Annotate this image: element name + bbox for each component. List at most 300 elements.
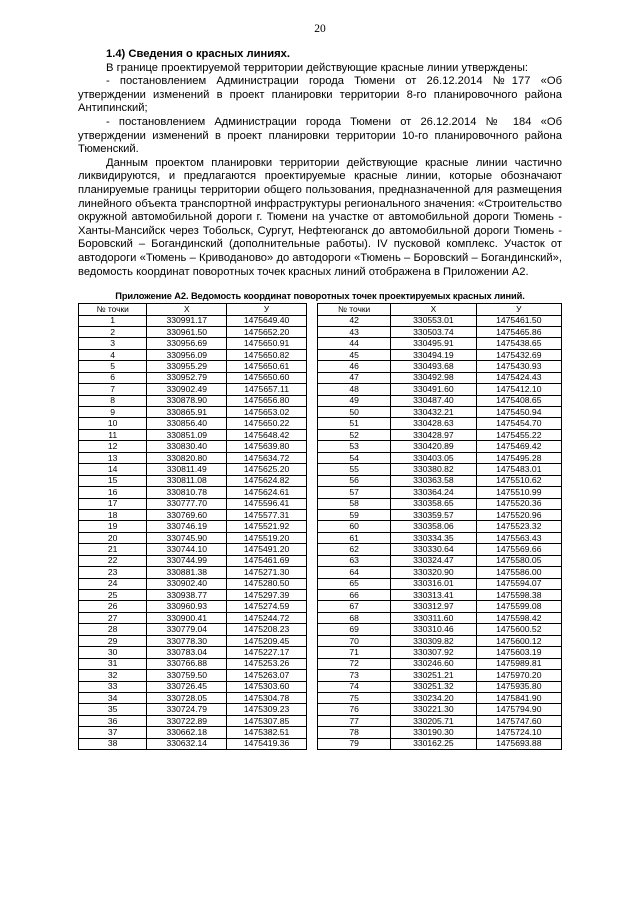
cell-y: 1475624.82 xyxy=(227,475,307,486)
cell-point-number: 23 xyxy=(79,567,147,578)
table-row xyxy=(79,647,307,658)
table-row xyxy=(318,326,562,337)
table-row xyxy=(79,612,307,623)
table-row xyxy=(79,624,307,635)
cell-x: 330553.01 xyxy=(391,315,476,326)
table-row xyxy=(79,555,307,566)
table-row xyxy=(79,498,307,509)
cell-x: 330403.05 xyxy=(391,452,476,463)
table-row xyxy=(79,441,307,452)
table-row xyxy=(318,635,562,646)
cell-point-number: 60 xyxy=(318,521,391,532)
cell-point-number: 75 xyxy=(318,692,391,703)
column-header-x: X xyxy=(147,304,227,315)
cell-x: 330495.91 xyxy=(391,338,476,349)
cell-x: 330783.04 xyxy=(147,647,227,658)
cell-point-number: 73 xyxy=(318,670,391,681)
cell-x: 330359.57 xyxy=(391,509,476,520)
cell-point-number: 71 xyxy=(318,647,391,658)
cell-y: 1475469.42 xyxy=(476,441,561,452)
cell-y: 1475253.26 xyxy=(227,658,307,669)
cell-x: 330632.14 xyxy=(147,738,227,749)
cell-point-number: 63 xyxy=(318,555,391,566)
table-row xyxy=(79,704,307,715)
cell-y: 1475303.60 xyxy=(227,681,307,692)
cell-y: 1475519.20 xyxy=(227,532,307,543)
cell-x: 330493.68 xyxy=(391,361,476,372)
cell-y: 1475594.07 xyxy=(476,578,561,589)
table-row xyxy=(318,315,562,326)
cell-point-number: 44 xyxy=(318,338,391,349)
table-row xyxy=(79,407,307,418)
coordinates-table-left xyxy=(78,303,307,750)
cell-point-number: 78 xyxy=(318,727,391,738)
table-row xyxy=(318,544,562,555)
cell-x: 330779.04 xyxy=(147,624,227,635)
cell-point-number: 3 xyxy=(79,338,147,349)
cell-y: 1475650.82 xyxy=(227,349,307,360)
cell-y: 1475495.28 xyxy=(476,452,561,463)
cell-x: 330766.88 xyxy=(147,658,227,669)
cell-x: 330956.69 xyxy=(147,338,227,349)
cell-x: 330358.06 xyxy=(391,521,476,532)
cell-point-number: 79 xyxy=(318,738,391,749)
cell-y: 1475412.10 xyxy=(476,384,561,395)
table-row xyxy=(318,441,562,452)
cell-point-number: 53 xyxy=(318,441,391,452)
cell-x: 330428.63 xyxy=(391,418,476,429)
table-row xyxy=(79,315,307,326)
cell-point-number: 35 xyxy=(79,704,147,715)
cell-x: 330380.82 xyxy=(391,464,476,475)
cell-y: 1475424.43 xyxy=(476,372,561,383)
table-row xyxy=(318,555,562,566)
cell-point-number: 62 xyxy=(318,544,391,555)
table-row xyxy=(79,326,307,337)
cell-y: 1475208.23 xyxy=(227,624,307,635)
cell-x: 330902.40 xyxy=(147,578,227,589)
table-row xyxy=(79,384,307,395)
cell-y: 1475461.69 xyxy=(227,555,307,566)
table-row xyxy=(318,727,562,738)
cell-point-number: 54 xyxy=(318,452,391,463)
cell-point-number: 15 xyxy=(79,475,147,486)
cell-point-number: 22 xyxy=(79,555,147,566)
cell-y: 1475408.65 xyxy=(476,395,561,406)
cell-x: 330810.78 xyxy=(147,487,227,498)
cell-y: 1475454.70 xyxy=(476,418,561,429)
table-row xyxy=(318,658,562,669)
table-row xyxy=(79,670,307,681)
cell-x: 330759.50 xyxy=(147,670,227,681)
cell-y: 1475432.69 xyxy=(476,349,561,360)
table-row xyxy=(318,612,562,623)
cell-y: 1475747.60 xyxy=(476,715,561,726)
cell-x: 330811.08 xyxy=(147,475,227,486)
cell-x: 330881.38 xyxy=(147,567,227,578)
cell-x: 330878.90 xyxy=(147,395,227,406)
table-row xyxy=(318,349,562,360)
table-row xyxy=(318,624,562,635)
cell-y: 1475989.81 xyxy=(476,658,561,669)
cell-y: 1475577.31 xyxy=(227,509,307,520)
cell-x: 330728.05 xyxy=(147,692,227,703)
cell-point-number: 55 xyxy=(318,464,391,475)
column-header-y: У xyxy=(227,304,307,315)
cell-point-number: 16 xyxy=(79,487,147,498)
cell-point-number: 58 xyxy=(318,498,391,509)
column-header-point-number: № точки xyxy=(79,304,147,315)
cell-x: 330902.49 xyxy=(147,384,227,395)
table-row xyxy=(79,338,307,349)
cell-x: 330851.09 xyxy=(147,429,227,440)
cell-x: 330777.70 xyxy=(147,498,227,509)
cell-y: 1475794.90 xyxy=(476,704,561,715)
cell-point-number: 21 xyxy=(79,544,147,555)
table-row xyxy=(79,727,307,738)
table-row xyxy=(79,521,307,532)
cell-x: 330952.79 xyxy=(147,372,227,383)
page-number: 20 xyxy=(314,23,326,35)
cell-x: 330205.71 xyxy=(391,715,476,726)
cell-point-number: 49 xyxy=(318,395,391,406)
cell-point-number: 56 xyxy=(318,475,391,486)
table-row xyxy=(79,681,307,692)
cell-point-number: 11 xyxy=(79,429,147,440)
cell-point-number: 27 xyxy=(79,612,147,623)
cell-point-number: 70 xyxy=(318,635,391,646)
cell-point-number: 72 xyxy=(318,658,391,669)
table-row xyxy=(79,464,307,475)
cell-y: 1475598.38 xyxy=(476,590,561,601)
cell-point-number: 37 xyxy=(79,727,147,738)
cell-y: 1475430.93 xyxy=(476,361,561,372)
cell-point-number: 45 xyxy=(318,349,391,360)
cell-x: 330221.30 xyxy=(391,704,476,715)
cell-x: 330991.17 xyxy=(147,315,227,326)
cell-point-number: 43 xyxy=(318,326,391,337)
cell-x: 330745.90 xyxy=(147,532,227,543)
cell-y: 1475510.99 xyxy=(476,487,561,498)
table-row xyxy=(318,590,562,601)
paragraph-decree-184: - постановлением Администрации города Тюмени от 26.12.2014 № 184 «Об утверждении изменений в проект планировки территории 10-го планировочного района Тюменский. xyxy=(78,115,562,156)
cell-point-number: 76 xyxy=(318,704,391,715)
cell-x: 330234.20 xyxy=(391,692,476,703)
cell-x: 330722.89 xyxy=(147,715,227,726)
table-row xyxy=(318,704,562,715)
cell-point-number: 26 xyxy=(79,601,147,612)
table-row xyxy=(79,544,307,555)
paragraph-intro: В границе проектируемой территории действующие красные линии утверждены: xyxy=(106,61,529,74)
table-row xyxy=(318,487,562,498)
cell-y: 1475935.80 xyxy=(476,681,561,692)
cell-y: 1475624.61 xyxy=(227,487,307,498)
cell-point-number: 1 xyxy=(79,315,147,326)
cell-y: 1475600.52 xyxy=(476,624,561,635)
cell-point-number: 30 xyxy=(79,647,147,658)
table-row xyxy=(79,361,307,372)
cell-y: 1475483.01 xyxy=(476,464,561,475)
cell-y: 1475521.92 xyxy=(227,521,307,532)
cell-point-number: 24 xyxy=(79,578,147,589)
cell-x: 330726.45 xyxy=(147,681,227,692)
cell-point-number: 74 xyxy=(318,681,391,692)
cell-x: 330312.97 xyxy=(391,601,476,612)
table-row xyxy=(79,601,307,612)
cell-x: 330494.19 xyxy=(391,349,476,360)
coordinate-tables-container xyxy=(78,303,562,750)
cell-point-number: 31 xyxy=(79,658,147,669)
cell-x: 330830.40 xyxy=(147,441,227,452)
cell-y: 1475596.41 xyxy=(227,498,307,509)
cell-y: 1475309.23 xyxy=(227,704,307,715)
cell-point-number: 7 xyxy=(79,384,147,395)
table-row xyxy=(318,429,562,440)
cell-point-number: 38 xyxy=(79,738,147,749)
cell-x: 330316.01 xyxy=(391,578,476,589)
cell-point-number: 57 xyxy=(318,487,391,498)
cell-y: 1475580.05 xyxy=(476,555,561,566)
table-row xyxy=(318,338,562,349)
cell-y: 1475563.43 xyxy=(476,532,561,543)
table-row xyxy=(79,475,307,486)
table-row xyxy=(79,349,307,360)
cell-point-number: 18 xyxy=(79,509,147,520)
column-header-point-number: № точки xyxy=(318,304,391,315)
cell-point-number: 13 xyxy=(79,452,147,463)
cell-x: 330311.60 xyxy=(391,612,476,623)
cell-y: 1475465.86 xyxy=(476,326,561,337)
cell-y: 1475650.91 xyxy=(227,338,307,349)
cell-y: 1475625.20 xyxy=(227,464,307,475)
table-row xyxy=(318,715,562,726)
table-row xyxy=(318,738,562,749)
table-row xyxy=(318,670,562,681)
cell-point-number: 51 xyxy=(318,418,391,429)
cell-x: 330492.98 xyxy=(391,372,476,383)
cell-point-number: 47 xyxy=(318,372,391,383)
cell-point-number: 66 xyxy=(318,590,391,601)
cell-point-number: 59 xyxy=(318,509,391,520)
table-row xyxy=(318,692,562,703)
cell-x: 330330.64 xyxy=(391,544,476,555)
cell-x: 330662.18 xyxy=(147,727,227,738)
table-header-row xyxy=(318,304,562,315)
cell-point-number: 6 xyxy=(79,372,147,383)
table-row xyxy=(318,407,562,418)
cell-x: 330744.10 xyxy=(147,544,227,555)
cell-x: 330769.60 xyxy=(147,509,227,520)
cell-point-number: 2 xyxy=(79,326,147,337)
cell-point-number: 19 xyxy=(79,521,147,532)
cell-x: 330358.65 xyxy=(391,498,476,509)
table-row xyxy=(79,738,307,749)
cell-y: 1475280.50 xyxy=(227,578,307,589)
paragraph-decree-177: - постановлением Администрации города Тюмени от 26.12.2014 №177 «Об утверждении изменений в проект планировки территории 8-го планировочного района Антипинский; xyxy=(78,75,562,115)
table-row xyxy=(318,498,562,509)
cell-point-number: 32 xyxy=(79,670,147,681)
table-body-right xyxy=(318,315,562,750)
table-row xyxy=(318,384,562,395)
cell-x: 330961.50 xyxy=(147,326,227,337)
cell-point-number: 34 xyxy=(79,692,147,703)
table-row xyxy=(79,395,307,406)
cell-x: 330744.99 xyxy=(147,555,227,566)
cell-x: 330491.60 xyxy=(391,384,476,395)
cell-x: 330778.30 xyxy=(147,635,227,646)
table-row xyxy=(318,647,562,658)
table-row xyxy=(79,509,307,520)
cell-y: 1475520.36 xyxy=(476,498,561,509)
cell-y: 1475656.80 xyxy=(227,395,307,406)
table-row xyxy=(79,487,307,498)
cell-point-number: 42 xyxy=(318,315,391,326)
column-header-y: У xyxy=(476,304,561,315)
cell-x: 330324.47 xyxy=(391,555,476,566)
cell-x: 330190.30 xyxy=(391,727,476,738)
column-header-x: X xyxy=(391,304,476,315)
cell-point-number: 14 xyxy=(79,464,147,475)
body-text-block xyxy=(78,48,562,279)
cell-point-number: 69 xyxy=(318,624,391,635)
cell-y: 1475274.59 xyxy=(227,601,307,612)
cell-x: 330956.09 xyxy=(147,349,227,360)
cell-x: 330938.77 xyxy=(147,590,227,601)
cell-y: 1475382.51 xyxy=(227,727,307,738)
table-row xyxy=(79,590,307,601)
table-row xyxy=(318,372,562,383)
cell-y: 1475652.20 xyxy=(227,326,307,337)
cell-x: 330960.93 xyxy=(147,601,227,612)
cell-y: 1475648.42 xyxy=(227,429,307,440)
cell-y: 1475271.30 xyxy=(227,567,307,578)
cell-y: 1475450.94 xyxy=(476,407,561,418)
cell-x: 330162.25 xyxy=(391,738,476,749)
cell-x: 330310.46 xyxy=(391,624,476,635)
cell-x: 330503.74 xyxy=(391,326,476,337)
table-row xyxy=(318,475,562,486)
cell-y: 1475639.80 xyxy=(227,441,307,452)
cell-point-number: 77 xyxy=(318,715,391,726)
table-row xyxy=(318,521,562,532)
cell-y: 1475304.78 xyxy=(227,692,307,703)
cell-y: 1475634.72 xyxy=(227,452,307,463)
cell-x: 330856.40 xyxy=(147,418,227,429)
table-row xyxy=(79,692,307,703)
table-row xyxy=(318,532,562,543)
table-row xyxy=(318,681,562,692)
table-row xyxy=(79,532,307,543)
cell-y: 1475438.65 xyxy=(476,338,561,349)
cell-y: 1475650.60 xyxy=(227,372,307,383)
table-row xyxy=(79,658,307,669)
cell-y: 1475650.22 xyxy=(227,418,307,429)
cell-x: 330955.29 xyxy=(147,361,227,372)
cell-point-number: 5 xyxy=(79,361,147,372)
table-row xyxy=(318,361,562,372)
table-row xyxy=(79,715,307,726)
cell-x: 330246.60 xyxy=(391,658,476,669)
cell-y: 1475657.11 xyxy=(227,384,307,395)
cell-x: 330820.80 xyxy=(147,452,227,463)
table-caption: Приложение А2. Ведомость координат поворотных точек проектируемых красных линий. xyxy=(115,291,525,302)
cell-y: 1475523.32 xyxy=(476,521,561,532)
cell-point-number: 9 xyxy=(79,407,147,418)
cell-y: 1475599.08 xyxy=(476,601,561,612)
cell-y: 1475569.66 xyxy=(476,544,561,555)
cell-x: 330363.58 xyxy=(391,475,476,486)
cell-y: 1475598.42 xyxy=(476,612,561,623)
cell-point-number: 8 xyxy=(79,395,147,406)
table-row xyxy=(318,464,562,475)
cell-x: 330420.89 xyxy=(391,441,476,452)
table-row xyxy=(79,578,307,589)
cell-y: 1475603.19 xyxy=(476,647,561,658)
section-heading: 1.4) Сведения о красных линиях. xyxy=(106,48,290,60)
cell-point-number: 12 xyxy=(79,441,147,452)
table-row xyxy=(318,418,562,429)
cell-x: 330251.21 xyxy=(391,670,476,681)
cell-x: 330487.40 xyxy=(391,395,476,406)
table-row xyxy=(79,635,307,646)
cell-y: 1475297.39 xyxy=(227,590,307,601)
cell-x: 330334.35 xyxy=(391,532,476,543)
cell-y: 1475263.07 xyxy=(227,670,307,681)
cell-x: 330724.79 xyxy=(147,704,227,715)
cell-point-number: 48 xyxy=(318,384,391,395)
cell-x: 330307.92 xyxy=(391,647,476,658)
cell-y: 1475461.50 xyxy=(476,315,561,326)
cell-point-number: 67 xyxy=(318,601,391,612)
cell-y: 1475841.90 xyxy=(476,692,561,703)
cell-y: 1475970.20 xyxy=(476,670,561,681)
cell-point-number: 10 xyxy=(79,418,147,429)
cell-point-number: 28 xyxy=(79,624,147,635)
cell-point-number: 68 xyxy=(318,612,391,623)
table-row xyxy=(79,418,307,429)
cell-y: 1475455.22 xyxy=(476,429,561,440)
cell-point-number: 50 xyxy=(318,407,391,418)
cell-point-number: 61 xyxy=(318,532,391,543)
table-row xyxy=(318,578,562,589)
cell-y: 1475419.36 xyxy=(227,738,307,749)
coordinates-table-right xyxy=(317,303,562,750)
cell-point-number: 25 xyxy=(79,590,147,601)
cell-x: 330309.82 xyxy=(391,635,476,646)
cell-y: 1475244.72 xyxy=(227,612,307,623)
cell-y: 1475520.96 xyxy=(476,509,561,520)
cell-x: 330432.21 xyxy=(391,407,476,418)
cell-point-number: 36 xyxy=(79,715,147,726)
cell-point-number: 17 xyxy=(79,498,147,509)
cell-y: 1475600.12 xyxy=(476,635,561,646)
cell-y: 1475724.10 xyxy=(476,727,561,738)
table-row xyxy=(79,452,307,463)
cell-x: 330746.19 xyxy=(147,521,227,532)
cell-x: 330865.91 xyxy=(147,407,227,418)
cell-y: 1475209.45 xyxy=(227,635,307,646)
cell-y: 1475227.17 xyxy=(227,647,307,658)
cell-point-number: 20 xyxy=(79,532,147,543)
cell-y: 1475491.20 xyxy=(227,544,307,555)
cell-point-number: 33 xyxy=(79,681,147,692)
cell-x: 330811.49 xyxy=(147,464,227,475)
cell-point-number: 4 xyxy=(79,349,147,360)
cell-point-number: 29 xyxy=(79,635,147,646)
table-header-row xyxy=(79,304,307,315)
cell-x: 330428.97 xyxy=(391,429,476,440)
cell-point-number: 52 xyxy=(318,429,391,440)
